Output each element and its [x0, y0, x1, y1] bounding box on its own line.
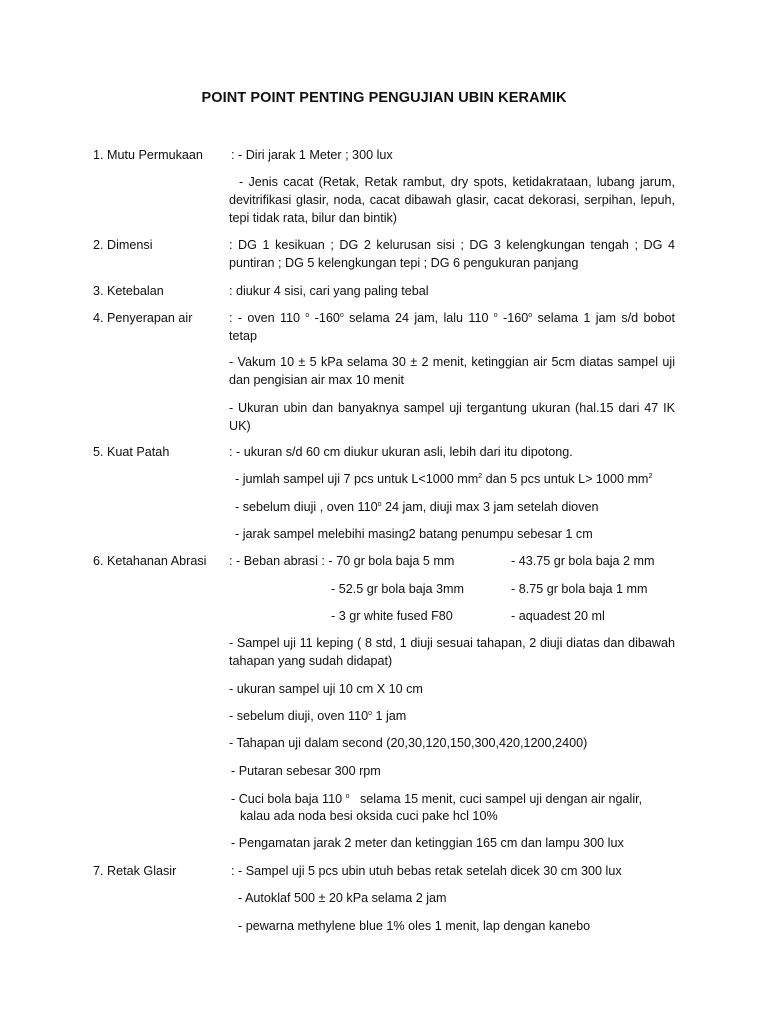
section-6-paragraph-6: - Cuci bola baja 110 $^o$ selama 15 menit, cuci sampel uji dengan air ngalir, [231, 792, 643, 806]
section-5-label: 5. Kuat Patah [93, 445, 170, 459]
abrasion-load-6: - aquadest 20 ml [511, 609, 605, 623]
section-3-line-1: : diukur 4 sisi, cari yang paling tebal [229, 284, 429, 298]
section-4-label: 4. Penyerapan air [93, 311, 193, 325]
section-6-line-7: - Pengamatan jarak 2 meter dan ketinggian 165 cm dan lampu 300 lux [231, 836, 624, 850]
section-2-label: 2. Dimensi [93, 238, 153, 252]
section-6-line-2: - ukuran sampel uji 10 cm X 10 cm [229, 682, 423, 696]
abrasion-load-3: - 52.5 gr bola baja 3mm [331, 582, 465, 596]
section-6-label: 6. Ketahanan Abrasi [93, 554, 207, 568]
section-4-paragraph-3: - Ukuran ubin dan banyaknya sampel uji tergantung ukuran (hal.15 dari 47 IK UK) [229, 401, 675, 433]
section-6-line-3: - sebelum diuji, oven 110$^o$ 1 jam [229, 709, 407, 723]
section-1-label: 1. Mutu Permukaan [93, 148, 203, 162]
abrasion-load-4: - 8.75 gr bola baja 1 mm [511, 582, 648, 596]
section-3-label: 3. Ketebalan [93, 284, 164, 298]
section-5-line-1: : - ukuran s/d 60 cm diukur ukuran asli, lebih dari itu dipotong. [229, 445, 573, 459]
abrasion-load-1: : - Beban abrasi : - 70 gr bola baja 5 mm [229, 554, 455, 568]
section-7-line-2: - Autoklaf 500 ± 20 kPa selama 2 jam [238, 891, 447, 905]
document-title: POINT POINT PENTING PENGUJIAN UBIN KERAMIK [201, 90, 567, 106]
section-4-paragraph-1: : - oven 110 $^o$ -160$^o$ selama 24 jam, lalu 110 $^o$ -160$^o$ selama 1 jam s/d bobot tetap [229, 311, 675, 343]
section-5-line-2: - jumlah sampel uji 7 pcs untuk L<1000 $mm^2$ dan 5 pcs untuk L> 1000 $mm^2$ [235, 472, 653, 486]
section-7-line-3: - pewarna methylene blue 1% oles 1 menit, lap dengan kanebo [238, 919, 591, 933]
section-1-line-1: : - Diri jarak 1 Meter ; 300 lux [231, 148, 393, 162]
section-6-paragraph-6-line-2: kalau ada noda besi oksida cuci pake hcl 10% [240, 809, 498, 823]
section-5-line-3: - sebelum diuji , oven 110$^o$ 24 jam, diuji max 3 jam setelah dioven [235, 500, 599, 514]
section-1-paragraph: - Jenis cacat (Retak, Retak rambut, dry spots, ketidakrataan, lubang jarum, devitrifikasi glasir, noda, cacat dibawah glasir, cacat dekorasi, serpihan, lepuh, tepi tidak rata, bilur dan bintik) [229, 175, 675, 225]
section-6-paragraph-1: - Sampel uji 11 keping ( 8 std, 1 diuji sesuai tahapan, 2 diuji diatas dan dibawah tahapan yang sudah didapat) [229, 636, 675, 668]
section-2-paragraph: : DG 1 kesikuan ; DG 2 kelurusan sisi ; DG 3 kelengkungan tengah ; DG 4 puntiran ; DG 5 kelengkungan tepi ; DG 6 pengukuran panjang [229, 238, 675, 270]
abrasion-load-2: - 43.75 gr bola baja 2 mm [511, 554, 655, 568]
section-6-line-5: - Putaran sebesar 300 rpm [231, 764, 381, 778]
abrasion-load-5: - 3 gr white fused F80 [331, 609, 453, 623]
section-5-line-4: - jarak sampel melebihi masing2 batang penumpu sebesar 1 cm [235, 527, 593, 541]
section-4-paragraph-2: - Vakum 10 ± 5 kPa selama 30 ± 2 menit, ketinggian air 5cm diatas sampel uji dan pengisian air max 10 menit [229, 355, 675, 387]
section-7-label: 7. Retak Glasir [93, 864, 177, 878]
section-6-line-4: - Tahapan uji dalam second (20,30,120,150,300,420,1200,2400) [229, 736, 588, 750]
section-7-line-1: : - Sampel uji 5 pcs ubin utuh bebas retak setelah dicek 30 cm 300 lux [231, 864, 622, 878]
